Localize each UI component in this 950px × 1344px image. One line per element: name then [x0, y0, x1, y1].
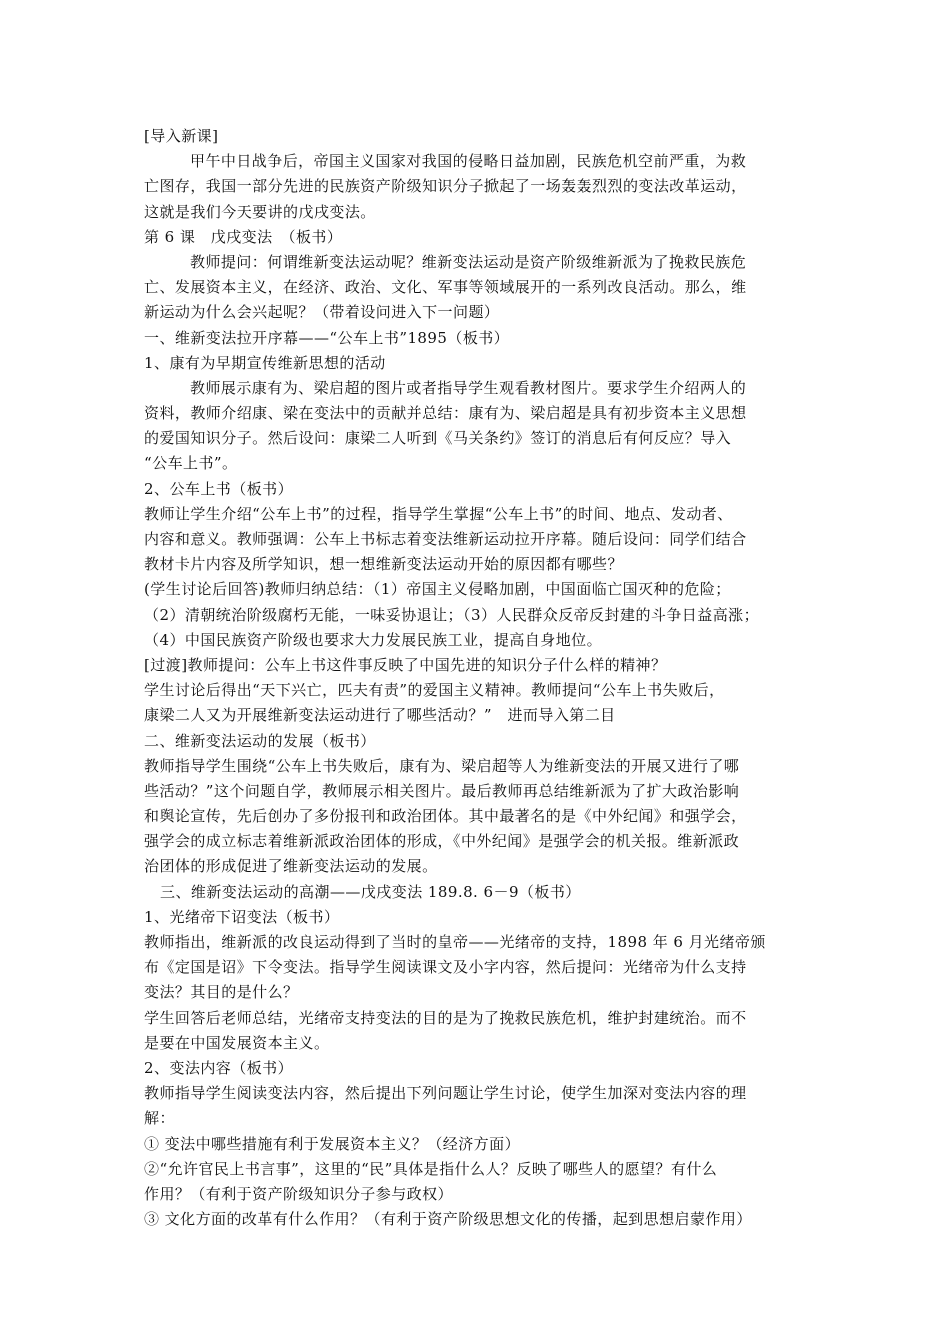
text-line: 1、康有为早期宣传维新思想的活动: [144, 353, 386, 372]
document-page: [144, 124, 812, 1232]
text-line: 一、维新变法拉开序幕——“公车上书”1895（板书）: [144, 328, 510, 347]
text-line: 亡、发展资本主义，在经济、政治、文化、军事等领域展开的一系列改良活动。那么，维: [144, 278, 747, 297]
text-line: 内容和意义。教师强调：公车上书标志着变法维新运动拉开序幕。随后设问：同学们结合: [144, 530, 747, 548]
text-line: “公车上书”。: [144, 454, 238, 473]
text-line: 教材卡片内容及所学知识，想一想维新变法运动开始的原因都有哪些？: [144, 555, 623, 574]
text-line: 教师指出，维新派的改良运动得到了当时的皇帝——光绪帝的支持，1898 年 6 月光绪帝颁: [144, 933, 766, 951]
text-line: 1、光绪帝下诏变法（板书）: [144, 907, 340, 926]
text-line: 布《定国是诏》下令变法。指导学生阅读课文及小字内容，然后提问：光绪帝为什么支持: [144, 958, 747, 977]
text-line: 教师展示康有为、梁启超的图片或者指导学生观看教材图片。要求学生介绍两人的: [190, 378, 747, 397]
text-line: 是要在中国发展资本主义。: [144, 1033, 330, 1052]
text-line: 解：: [144, 1109, 175, 1128]
text-line: ① 变法中哪些措施有利于发展资本主义？（经济方面）: [144, 1134, 521, 1153]
text-line: 这就是我们今天要讲的戊戌变法。: [144, 202, 376, 221]
text-line: 的爱国知识分子。然后设问：康梁二人听到《马关条约》签订的消息后有何反应？导入: [144, 429, 732, 448]
text-line: 变法？其目的是什么？: [144, 983, 299, 1002]
text-line: 甲午中日战争后，帝国主义国家对我国的侵略日益加剧，民族危机空前严重，为救: [190, 152, 747, 171]
text-line: 教师提问：何谓维新变法运动呢？维新变法运动是资产阶级维新派为了挽救民族危: [190, 252, 747, 271]
text-line: 治团体的形成促进了维新变法运动的发展。: [144, 857, 438, 876]
text-line: (学生讨论后回答)教师归纳总结：（1）帝国主义侵略加剧，中国面临亡国灭种的危险；: [144, 580, 731, 599]
text-line: 康梁二人又为开展维新变法运动进行了哪些活动？” 进而导入第二目: [144, 706, 616, 725]
text-line: 些活动？”这个问题自学，教师展示相关图片。最后教师再总结维新派为了扩大政治影响: [144, 781, 740, 800]
text-line: ③ 文化方面的改革有什么作用？（有利于资产阶级思想文化的传播，起到思想启蒙作用）: [144, 1210, 752, 1229]
text-line: 学生回答后老师总结，光绪帝支持变法的目的是为了挽救民族危机，维护封建统治。而不: [144, 1008, 747, 1027]
text-line: （4）中国民族资产阶级也要求大力发展民族工业，提高自身地位。: [144, 630, 603, 649]
text-line: 强学会的成立标志着维新派政治团体的形成，《中外纪闻》是强学会的机关报。维新派政: [144, 832, 740, 851]
text-line: 三、维新变法运动的高潮——戊戌变法 189.8. 6－9（板书）: [160, 882, 581, 901]
text-line: 二、维新变法运动的发展（板书）: [144, 731, 376, 750]
text-line: 亡图存，我国一部分先进的民族资产阶级知识分子掀起了一场轰轰烈烈的变法改革运动，: [144, 177, 747, 196]
text-line: 作用？（有利于资产阶级知识分子参与政权）: [144, 1184, 454, 1203]
text-line: 第 6 课 戊戌变法 （板书）: [144, 227, 343, 246]
text-line: 和舆论宣传，先后创办了多份报刊和政治团体。其中最著名的是《中外纪闻》和强学会，: [144, 807, 747, 826]
text-line: 2、公车上书（板书）: [144, 479, 294, 498]
text-line: 新运动为什么会兴起呢？（带着设问进入下一问题）: [144, 303, 500, 322]
text-line: 2、变法内容（板书）: [144, 1058, 294, 1077]
text-line: ②“允许官民上书言事”，这里的“民”具体是指什么人？反映了哪些人的愿望？有什么: [144, 1159, 718, 1178]
text-line: [导入新课]: [144, 127, 219, 145]
text-line: [过渡]教师提问：公车上书这件事反映了中国先进的知识分子什么样的精神？: [144, 655, 667, 674]
text-line: （2）清朝统治阶级腐朽无能，一味妥协退让；（3）人民群众反帝反封建的斗争日益高涨；: [144, 605, 760, 624]
text-line: 资料，教师介绍康、梁在变法中的贡献并总结：康有为、梁启超是具有初步资本主义思想: [144, 404, 747, 423]
text-line: 教师指导学生围绕“公车上书失败后，康有为、梁启超等人为维新变法的开展又进行了哪: [144, 756, 740, 775]
text-line: 学生讨论后得出“天下兴亡，匹夫有责”的爱国主义精神。教师提问“公车上书失败后，: [144, 681, 725, 700]
text-line: 教师让学生介绍“公车上书”的过程，指导学生掌握“公车上书”的时间、地点、发动者、: [144, 504, 733, 523]
text-line: 教师指导学生阅读变法内容，然后提出下列问题让学生讨论，使学生加深对变法内容的理: [144, 1084, 747, 1103]
